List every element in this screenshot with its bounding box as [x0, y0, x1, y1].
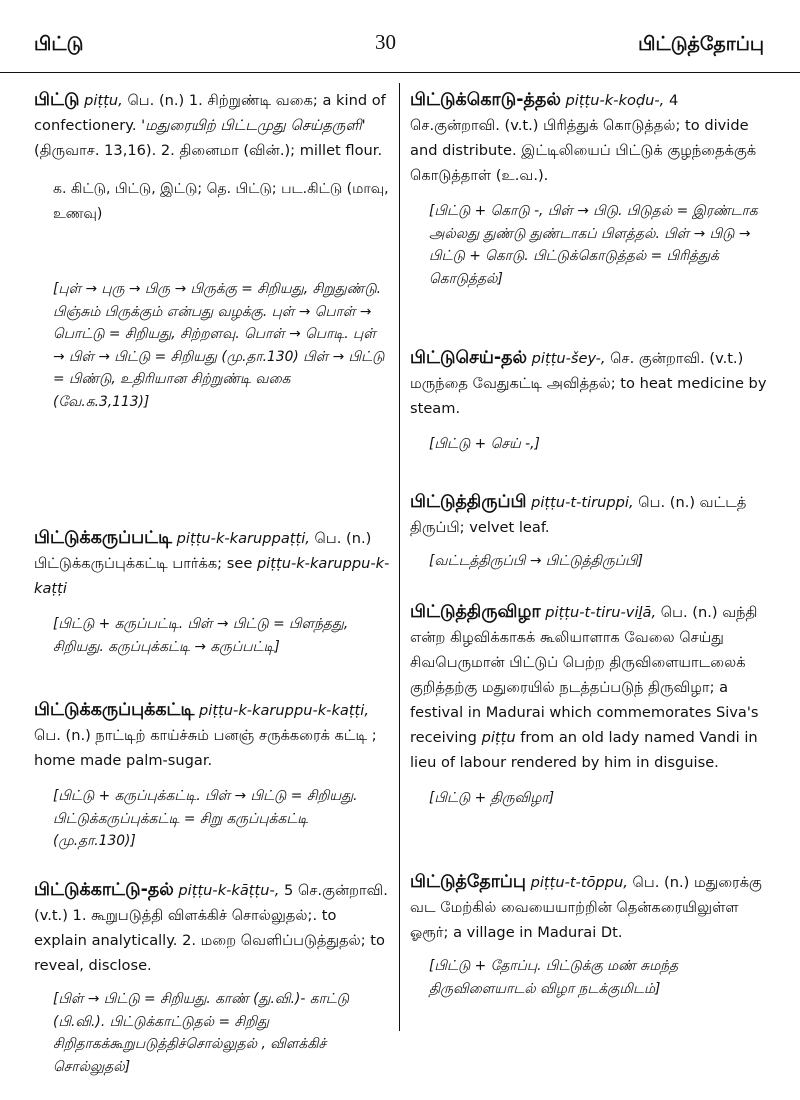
cognates: க. கிட்டு, பிட்டு, இட்டு; தெ. பிட்டு; பட.கிட்டு (மாவு, உணவு) — [53, 181, 389, 222]
entry-pittu — [34, 88, 390, 278]
page-header — [0, 0, 800, 73]
transliteration: piṭṭu-k-karuppu-k-kaṭṭi, — [199, 702, 369, 719]
etymology: [பிட்டு + கொடு -, பிள் → பிடு. பிடுதல் = இரண்டாக அல்லது துண்டு துண்டாகப் பிளத்தல். பிள் → பிடு → பிட்டு + கொடு. பிட்டுக்கொடுத்தல் = பிரித்துக் கொடுத்தல்] — [429, 203, 758, 287]
headword: பிட்டுக்கொடு-த்தல் — [410, 90, 561, 110]
etymology: [பிட்டு + தோப்பு. பிட்டுக்கு மண் சுமந்த திருவிளையாடல் விழா நடக்குமிடம்] — [429, 958, 679, 997]
transliteration: piṭṭu-k-koḍu-, — [565, 92, 665, 109]
entry-pittuttiruppi — [410, 490, 772, 600]
definition — [410, 600, 772, 775]
etymology: [புள் → புரு → பிரு → பிருக்கு = சிறியது, சிறுதுண்டு. பிஞ்சும் பிருக்கும் என்பது வழக்கு. புள் → பொள் → பொட்டு = சிறியது, சிற்றளவு. பொள் → பொடி. புள் → பிள் → பிட்டு = சிறியது (மு.தா.130) பிள் → பிட்டு = பிண்டு, உதிரியான சிற்றுண்டி வகை (வே.க.3,113)] — [53, 281, 385, 410]
page-number: 30 — [375, 30, 396, 54]
etymology: [பிட்டு + செய் -,] — [429, 436, 540, 452]
headword: பிட்டுத்தோப்பு — [410, 872, 526, 892]
definition — [34, 88, 390, 163]
definition — [410, 870, 772, 945]
definition-text: from an old lady named Vandi in lieu of labour rendered by him in disguise. — [410, 729, 758, 771]
transliteration: piṭṭu-t-tiruppi, — [531, 494, 634, 511]
etymology: [பிள் → பிட்டு = சிறியது. காண் (து.வி.)- காட்டு (பி.வி.). பிட்டுக்காட்டுதல் = சிறிது சிறிதாகக்கூறுபடுத்திச்சொல்லுதல் , விளக்கிச் சொல்லுதல்] — [53, 991, 350, 1075]
definition-text: 5 செ.குன்றாவி. (v.t.) 1. கூறுபடுத்தி விளக்கிச் சொல்லுதல்;. to explain analytically. 2. மறை வெளிப்படுத்துதல்; to reveal, disclose. — [34, 882, 388, 974]
definition — [410, 88, 772, 188]
etymology: [பிட்டு + கருப்புக்கட்டி. பிள் → பிட்டு = சிறியது. பிட்டுக்கருப்புக்கட்டி = சிறு கருப்புக்கட்டி (மு.தா.130)] — [53, 788, 358, 849]
etymology: [பிட்டு + திருவிழா] — [429, 790, 555, 806]
definition — [410, 490, 772, 540]
inline-transliteration: piṭṭu — [481, 729, 516, 746]
column-divider — [399, 83, 400, 1031]
definition — [410, 346, 772, 421]
entry-pittuttiruvizha — [410, 600, 772, 870]
header-right-guide-word: பிட்டுத்தோப்பு — [638, 33, 764, 55]
entry-pittusey — [410, 346, 772, 490]
entry-pittuttoppu — [410, 870, 772, 1000]
headword: பிட்டுசெய்-தல் — [410, 348, 528, 368]
definition-text: பெ. (n.) 1. சிற்றுண்டி வகை; a kind of confectionery. — [34, 92, 386, 134]
headword: பிட்டு — [34, 90, 80, 110]
definition-text: பெ. (n.) வட்டத் திருப்பி; velvet leaf. — [410, 494, 747, 536]
definition — [34, 526, 390, 601]
transliteration: piṭṭu-k-karuppaṭṭi, — [176, 530, 310, 547]
definition-text: செ. குன்றாவி. (v.t.) மருந்தை வேதுகட்டி அவித்தல்; to heat medicine by steam. — [410, 350, 767, 417]
left-column — [34, 88, 390, 1078]
headword: பிட்டுத்திருப்பி — [410, 492, 527, 512]
definition — [34, 878, 390, 978]
entry-pittukkaruppukkatti — [34, 698, 390, 878]
headword: பிட்டுக்கருப்புக்கட்டி — [34, 700, 195, 720]
quotation: 'மதுரையிற் பிட்டமுது செய்தருளி' — [141, 117, 366, 134]
definition-text: (திருவாச. 13,16). 2. தினைமா (வின்.); millet flour. — [34, 142, 383, 159]
definition-text: 4 செ.குன்றாவி. (v.t.) பிரித்துக் கொடுத்தல்; to divide and distribute. இட்டிலியைப் பிட்டுக் குழந்தைக்குக் கொடுத்தாள் (உ.வ.). — [410, 92, 757, 184]
headword: பிட்டுத்திருவிழா — [410, 602, 541, 622]
definition-text: பெ. (n.) நாட்டிற் காய்ச்சும் பனஞ் சருக்கரைக் கட்டி ; home made palm-sugar. — [34, 727, 377, 769]
transliteration: piṭṭu-t-tiru-viḻā, — [545, 604, 657, 621]
definition-text: பெ. (n.) பிட்டுக்கருப்புக்கட்டி பார்க்க; see — [34, 530, 372, 572]
entry-pittukkattu — [34, 878, 390, 1078]
headword: பிட்டுக்கருப்பட்டி — [34, 528, 173, 548]
entry-pittukkaruppatti — [34, 526, 390, 698]
headword: பிட்டுக்காட்டு-தல் — [34, 880, 174, 900]
right-column — [410, 88, 772, 1000]
entry-pittukkodu — [410, 88, 772, 346]
definition-text: பெ. (n.) வந்தி என்ற கிழவிக்காகக் கூலியாளாக வேலை செய்து சிவபெருமான் பிட்டுப் பெற்ற திருவிளையாடலைக் குறித்தற்கு மதுரையில் நடத்தப்படுந் திருவிழா; a festival in Madurai which commemorates Siva's receiving — [410, 604, 759, 746]
transliteration: piṭṭu, — [84, 92, 123, 109]
transliteration: piṭṭu-k-kāṭṭu-, — [178, 882, 280, 899]
see-transliteration: piṭṭu-k-karuppu-k-kaṭṭi — [34, 555, 390, 597]
transliteration: piṭṭu-t-tōppu, — [530, 874, 628, 891]
etymology: [பிட்டு + கருப்பட்டி. பிள் → பிட்டு = பிளந்தது, சிறியது. கருப்புக்கட்டி → கருப்பட்டி] — [53, 616, 349, 655]
etymology: [வட்டத்திருப்பி → பிட்டுத்திருப்பி] — [429, 553, 643, 569]
definition-text: பெ. (n.) மதுரைக்கு வட மேற்கில் வையையாற்றின் தென்கரையிலுள்ள ஓரூர்; a village in Madurai Dt. — [410, 874, 762, 941]
definition — [34, 698, 390, 773]
header-left-guide-word: பிட்டு — [34, 33, 84, 55]
transliteration: piṭṭu-šey-, — [531, 350, 606, 367]
